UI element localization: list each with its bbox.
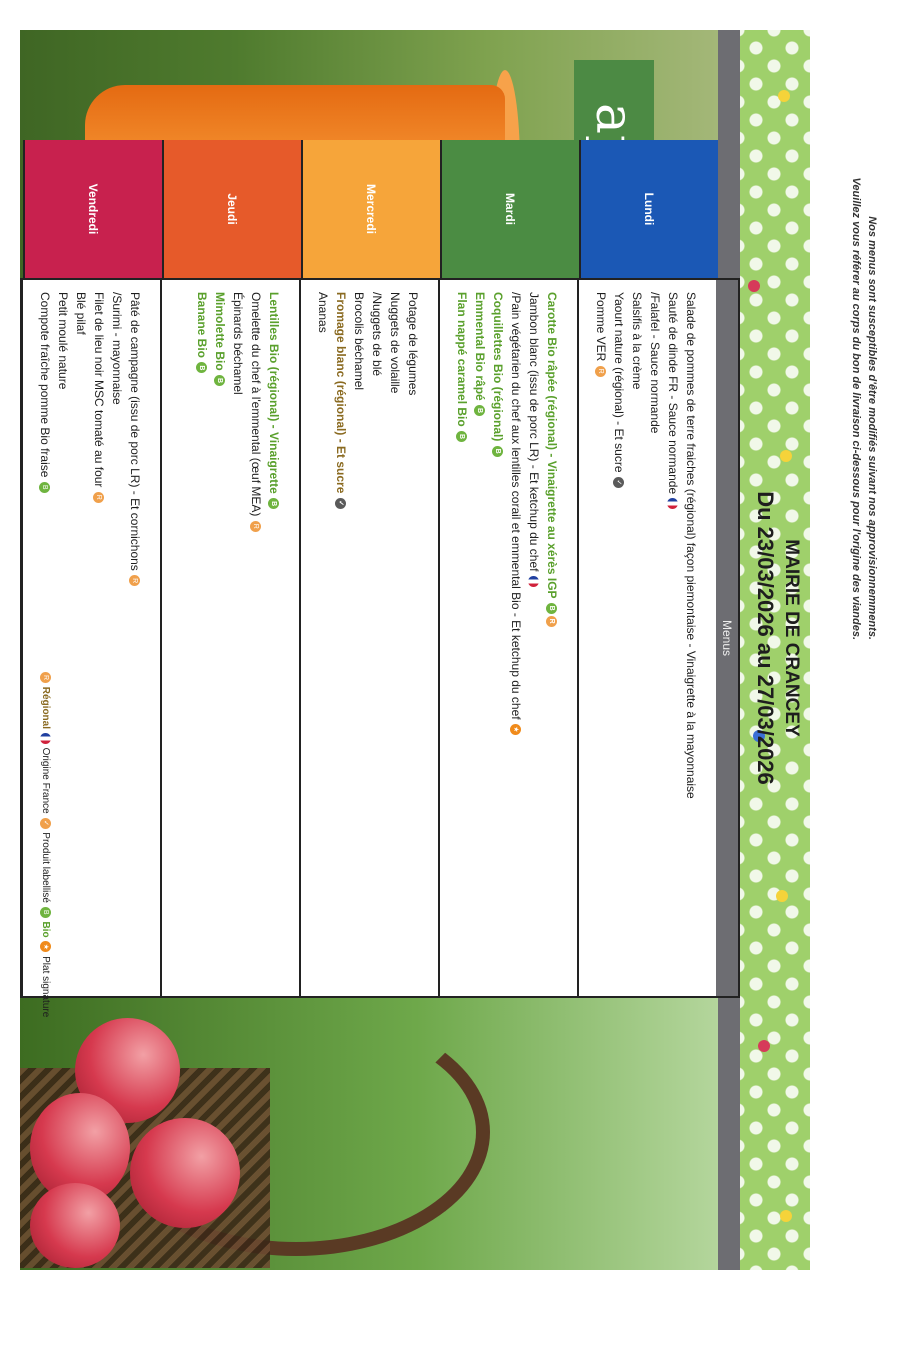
menu-line: Coquillettes Bio (régional) B	[489, 292, 507, 992]
menu-line: Potage de légumes	[406, 292, 420, 396]
menu-jeudi	[193, 292, 283, 992]
menu-line: Lentilles Bio (régional) - Vinaigrette B	[265, 292, 283, 992]
menu-line: Banane Bio B	[193, 292, 211, 992]
gray-strip	[718, 30, 740, 278]
menu-line: Salsifis à la crème	[630, 292, 644, 390]
menu-lundi	[592, 292, 700, 992]
regional-icon: R	[595, 366, 606, 377]
date-range: Du 23/03/2026 au 27/03/2026	[753, 491, 778, 785]
label-icon: ✓	[335, 498, 346, 509]
apple	[30, 1183, 120, 1268]
bio-icon: B	[474, 405, 485, 416]
menu-line: Carotte Bio râpée (régional) - Vinaigrette au xérès IGP BR	[543, 292, 561, 992]
menu-line: Épinards béchamel	[231, 292, 245, 395]
note-line-1: Nos menus sont susceptibles d'être modifiés suivant nos approvisionnemments.	[866, 216, 878, 640]
bio-icon: B	[40, 907, 51, 918]
bio-icon: B	[268, 498, 279, 509]
menu-vendredi	[36, 292, 144, 992]
france-flag-icon	[528, 576, 539, 587]
menu-mardi	[453, 292, 561, 992]
menu-line: Ananas	[316, 292, 330, 333]
footer-notes	[840, 40, 880, 640]
bio-icon: B	[546, 603, 557, 614]
bio-icon: B	[196, 362, 207, 373]
regional-icon: R	[250, 521, 261, 532]
legend-plat-signature: Plat signature	[39, 956, 51, 1018]
regional-icon: R	[546, 616, 557, 627]
menu-mercredi	[314, 292, 422, 992]
menu-line: Nuggets de volaille	[388, 292, 402, 394]
note-line-2: Veuillez vous référer au corps du bon de livraison ci-dessous pour l'origine des viandes.	[850, 177, 862, 640]
menu-sheet	[20, 30, 810, 1270]
menu-line: Petit moulé nature	[56, 292, 70, 390]
regional-icon: R	[40, 672, 51, 683]
bio-icon: B	[456, 431, 467, 442]
day-row-vendredi	[21, 280, 160, 996]
france-flag-icon	[667, 498, 678, 509]
day-column	[20, 140, 718, 278]
decor-dot	[758, 1040, 770, 1052]
regional-icon: R	[93, 492, 104, 503]
menu-line: /Nuggets de blé	[370, 292, 384, 377]
day-label-lundi: Lundi	[579, 140, 718, 278]
day-label-mardi: Mardi	[440, 140, 579, 278]
gray-strip	[718, 998, 740, 1270]
apple	[130, 1118, 240, 1228]
menu-line: Pâté de campagne (issu de porc LR) - Et cornichons R	[126, 292, 144, 992]
day-row-lundi	[577, 280, 716, 996]
decor-dot	[778, 90, 790, 102]
menu-line: Salade de pommes de terre fraiches (régional) façon piemontaise - Vinaigrette à la mayonnaise	[684, 292, 698, 799]
day-label-jeudi: Jeudi	[162, 140, 301, 278]
day-label-mercredi: Mercredi	[301, 140, 440, 278]
legend-produit-labellise: Produit labellisé	[39, 832, 51, 903]
signature-icon: ★	[510, 724, 521, 735]
menu-line: Mimolette Bio B	[211, 292, 229, 992]
label-icon: ✓	[613, 477, 624, 488]
menu-line: Sauté de dinde FR - Sauce normande	[664, 292, 682, 992]
menu-line: Blé pilaf	[74, 292, 88, 335]
page-title: MAIRIE DE CRANCEY	[781, 539, 802, 737]
day-row-mardi	[438, 280, 577, 996]
menu-line: Brocolis béchamel	[352, 292, 366, 391]
menu-line: Filet de lieu noir MSC tomaté au four R	[90, 292, 108, 992]
decor-dot	[780, 1210, 792, 1222]
menu-line: Compote fraîche pomme Bio fraise B	[36, 292, 54, 992]
legend-origine-france: Origine France	[39, 747, 51, 814]
day-label-vendredi: Vendredi	[23, 140, 162, 278]
menu-line: Flan nappé caramel Bio B	[453, 292, 471, 992]
menu-line: /Pain végétarien du chef aux lentilles corail et emmental Bio - Et ketchup du chef ★	[507, 292, 525, 992]
legend-regional: Régional	[39, 686, 51, 730]
regional-icon: R	[129, 575, 140, 586]
bio-icon: B	[492, 446, 503, 457]
menu-line: Fromage blanc (régional) - Et sucre ✓	[332, 292, 350, 992]
menu-header	[740, 278, 810, 998]
apple-photo	[20, 998, 740, 1270]
menu-line: Omelette du chef à l'emmental (œuf MEA) R	[247, 292, 265, 992]
menu-line: Jambon blanc (issu de porc LR) - Et ketchup du chef	[525, 292, 543, 992]
menu-line: /Falafel - Sauce normande	[648, 292, 662, 434]
bio-icon: B	[214, 375, 225, 386]
menus-column-header: Menus	[716, 280, 738, 996]
menu-line: /Surimi - mayonnaise	[110, 292, 124, 405]
menu-line: Pomme VER R	[592, 292, 610, 992]
menu-line: Emmental Bio râpé B	[471, 292, 489, 992]
day-row-jeudi	[160, 280, 299, 996]
legend-bio: Bio	[39, 921, 51, 938]
bio-icon: B	[39, 482, 50, 493]
signature-icon: ★	[40, 941, 51, 952]
label-icon: ✓	[40, 818, 51, 829]
day-row-mercredi	[299, 280, 438, 996]
menu-line: Yaourt nature (régional) - Et sucre ✓	[610, 292, 628, 992]
menu-table	[20, 278, 740, 998]
